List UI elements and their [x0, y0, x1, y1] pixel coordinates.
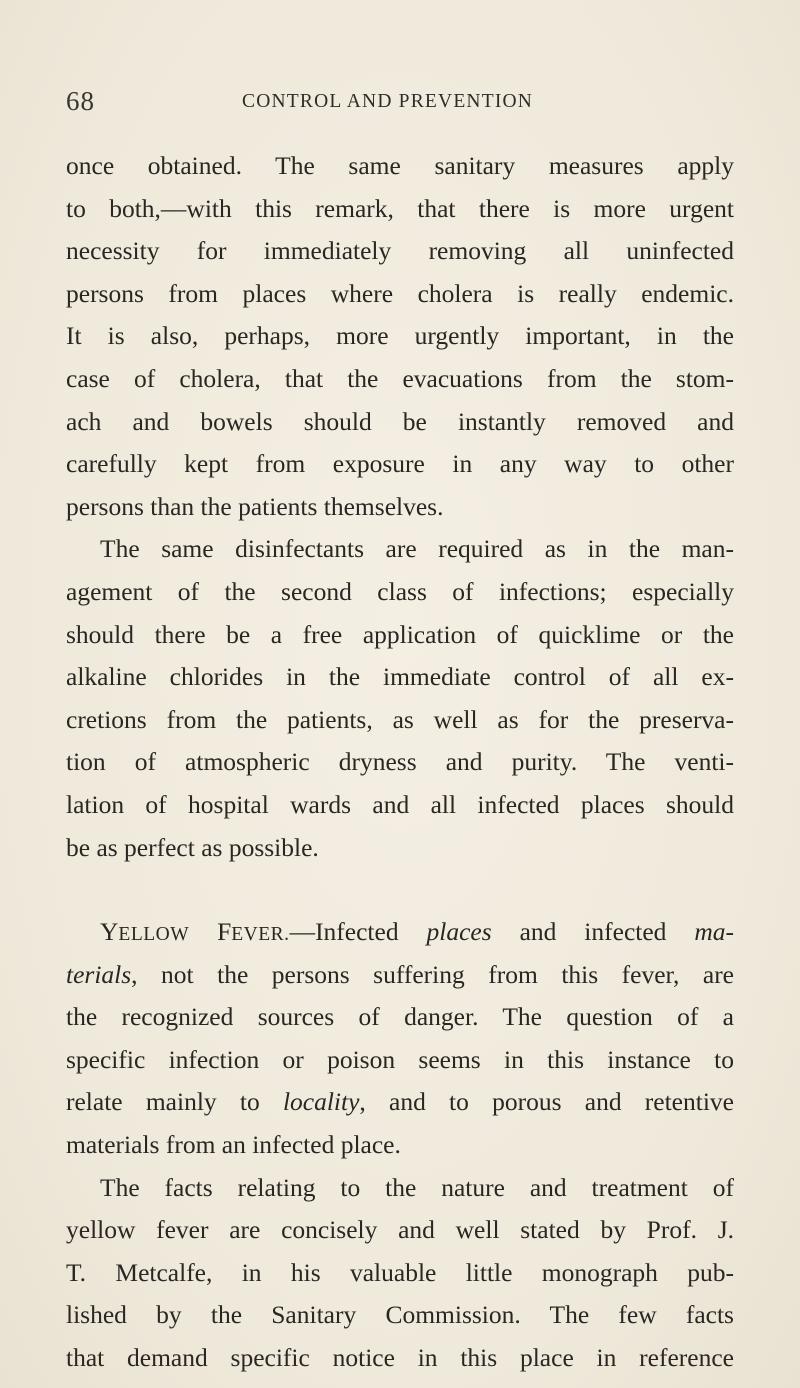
text-line: necessity for immediately removing all uninfected [66, 236, 734, 266]
text-line: should there be a free application of quicklime or the [66, 619, 734, 649]
text-line: carefully kept from exposure in any way to other [66, 449, 734, 479]
text-line: persons than the patients themselves. [66, 491, 444, 521]
text-line: cretions from the patients, as well as for the preserva- [66, 704, 734, 734]
text-line: relate mainly to locality, and to porous and retentive [66, 1087, 734, 1117]
body-text [66, 145, 734, 1380]
text-line: alkaline chlorides in the immediate control of all ex- [66, 662, 734, 692]
text-line: be as perfect as possible. [66, 832, 319, 862]
section-gap [66, 869, 734, 911]
running-head [66, 86, 730, 120]
text-line: yellow fever are concisely and well stated by Prof. J. [66, 1215, 734, 1245]
text-line: agement of the second class of infections; especially [66, 576, 734, 606]
text-line: The facts relating to the nature and treatment of [100, 1172, 734, 1202]
text-line: persons from places where cholera is really endemic. [66, 278, 734, 308]
text-line: tion of atmospheric dryness and purity. The venti- [66, 747, 734, 777]
text-line: specific infection or poison seems in this instance to [66, 1044, 734, 1074]
text-line: lished by the Sanitary Commission. The few facts [66, 1300, 734, 1330]
text-line: case of cholera, that the evacuations from the stom- [66, 363, 734, 393]
text-line: ach and bowels should be instantly removed and [66, 406, 734, 436]
text-line: the recognized sources of danger. The question of a [66, 1002, 734, 1032]
page-number: 68 [66, 86, 95, 116]
text-line: once obtained. The same sanitary measures apply [66, 151, 734, 180]
text-line: materials from an infected place. [66, 1130, 401, 1160]
text-line: to both,—with this remark, that there is more urgent [66, 193, 734, 223]
text-line: lation of hospital wards and all infected places should [66, 789, 734, 819]
running-title: CONTROL AND PREVENTION [242, 91, 534, 112]
text-line: that demand specific notice in this place in reference [66, 1343, 734, 1373]
section-heading: YELLOW FEVER. [100, 917, 290, 947]
text-line: YELLOW FEVER.—Infected places and infected ma- [100, 917, 734, 947]
text-line: terials, not the persons suffering from this fever, are [66, 959, 734, 989]
text-line: T. Metcalfe, in his valuable little monograph pub- [66, 1257, 734, 1287]
text-line: It is also, perhaps, more urgently important, in the [66, 321, 734, 351]
text-line: The same disinfectants are required as in the man- [100, 534, 734, 564]
